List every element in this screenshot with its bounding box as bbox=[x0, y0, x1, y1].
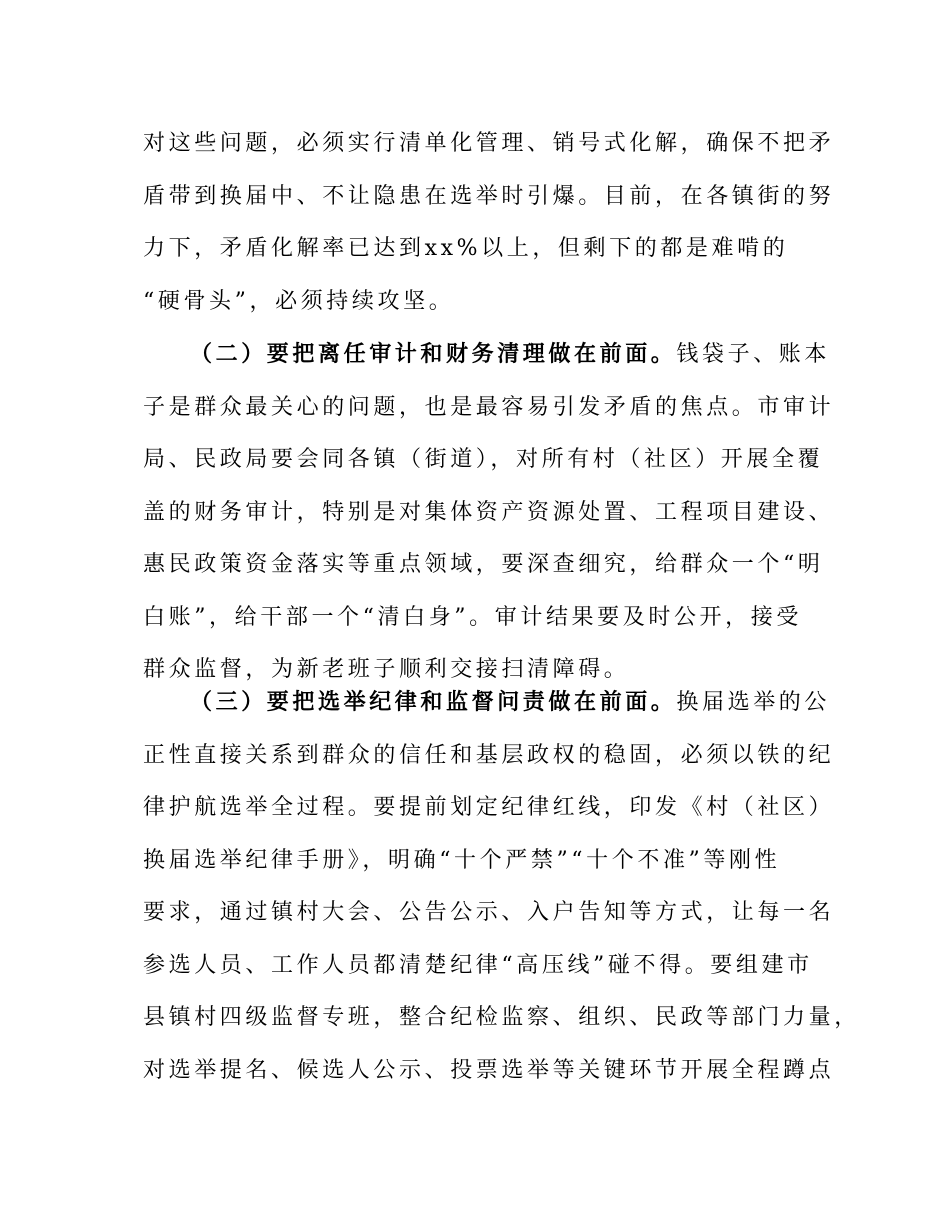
paragraph-1-line-2: 盾带到换届中、不让隐患在选举时引爆。目前，在各镇街的努 bbox=[143, 183, 835, 209]
paragraph-3-line-4: 换届选举纪律手册》，明确“十个严禁”“十个不准”等刚性 bbox=[143, 847, 781, 873]
paragraph-3-line-2: 正性直接关系到群众的信任和基层政权的稳固，必须以铁的纪 bbox=[143, 742, 835, 768]
paragraph-2-line-4: 盖的财务审计，特别是对集体资产资源处置、工程项目建设、 bbox=[143, 499, 835, 525]
paragraph-2-line-6: 白账”，给干部一个“清白身”。审计结果要及时公开，接受 bbox=[143, 604, 802, 630]
paragraph-3-line-8: 对选举提名、候选人公示、投票选举等关键环节开展全程蹲点 bbox=[143, 1057, 835, 1083]
paragraph-2-first-line-rest: 钱袋子、账本 bbox=[676, 342, 831, 367]
paragraph-3-line-6: 参选人员、工作人员都清楚纪律“高压线”碰不得。要组建市 bbox=[143, 952, 813, 978]
paragraph-2-line-7: 群众监督，为新老班子顺利交接扫清障碍。 bbox=[143, 657, 630, 682]
paragraph-1 bbox=[143, 118, 835, 328]
paragraph-2-heading: （二）要把离任审计和财务清理做在前面。 bbox=[190, 342, 677, 367]
paragraph-3-heading: （三）要把选举纪律和监督问责做在前面。 bbox=[190, 690, 677, 715]
paragraph-3 bbox=[143, 677, 860, 1097]
paragraph-3-line-5: 要求，通过镇村大会、公告公示、入户告知等方式，让每一名 bbox=[143, 900, 835, 925]
paragraph-3-line-7: 县镇村四级监督专班，整合纪检监察、组织、民政等部门力量， bbox=[143, 1005, 860, 1030]
paragraph-1-line-4: “硬骨头”，必须持续攻坚。 bbox=[143, 288, 455, 314]
paragraph-2-line-1 bbox=[143, 329, 831, 382]
paragraph-1-line-1: 对这些问题，必须实行清单化管理、销号式化解，确保不把矛 bbox=[143, 131, 835, 156]
paragraph-3-line-1 bbox=[143, 677, 831, 730]
paragraph-2 bbox=[143, 329, 835, 697]
paragraph-2-line-2: 子是群众最关心的问题，也是最容易引发矛盾的焦点。市审计 bbox=[143, 394, 835, 420]
paragraph-3-line-3: 律护航选举全过程。要提前划定纪律红线，印发《村（社区） bbox=[143, 795, 835, 820]
paragraph-1-line-3: 力下，矛盾化解率已达到xx%以上，但剩下的都是难啃的 bbox=[143, 236, 789, 261]
paragraph-2-line-3: 局、民政局要会同各镇（街道），对所有村（社区）开展全覆 bbox=[143, 447, 824, 472]
paragraph-3-first-line-rest: 换届选举的公 bbox=[676, 690, 831, 715]
paragraph-2-line-5: 惠民政策资金落实等重点领域，要深查细究，给群众一个“明 bbox=[143, 552, 824, 577]
